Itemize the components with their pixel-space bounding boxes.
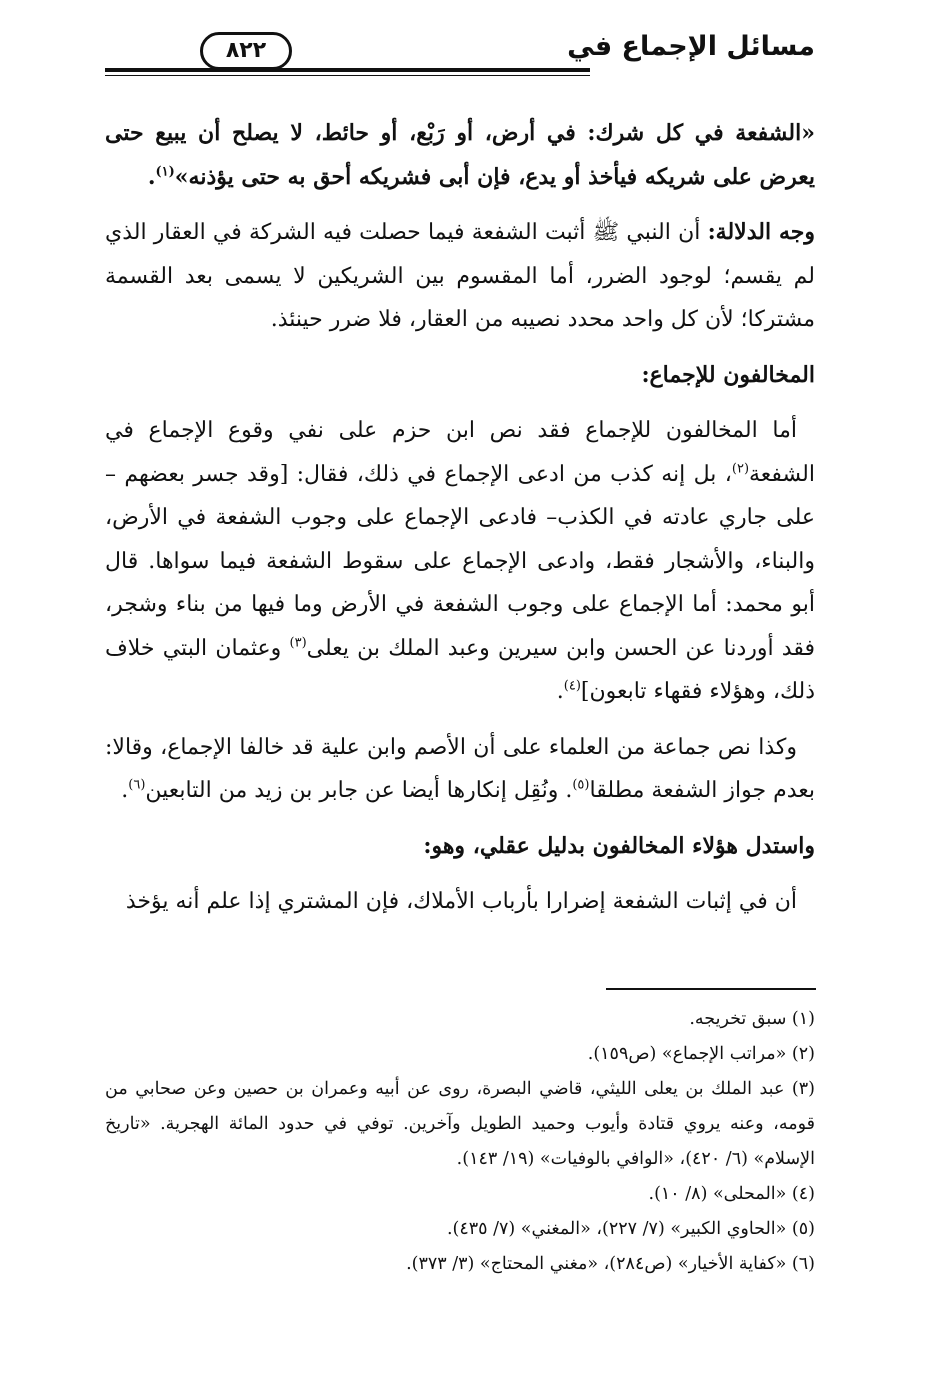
footnote-4: (٤) «المحلى» (٨/ ١٠).	[648, 1184, 815, 1204]
hadith-paragraph	[105, 112, 815, 199]
opponents-text-d: .	[556, 679, 564, 704]
section-heading-argument: واستدل هؤلاء المخالفون بدليل عقلي، وهو:	[423, 832, 815, 859]
main-text	[105, 112, 815, 936]
hadith-end: .	[147, 163, 156, 190]
opponents-text-a: أما المخالفون للإجماع فقد نص ابن حزم على نفي وقوع الإجماع في الشفعة	[105, 418, 815, 487]
evidence-label: وجه الدلالة:	[707, 219, 815, 245]
scholars-text-c: .	[121, 778, 129, 803]
argument-paragraph: أن في إثبات الشفعة إضرارا بأرباب الأملاك، فإن المشتري إذا علم أنه يؤخذ	[125, 889, 797, 914]
scholars-paragraph	[105, 726, 815, 813]
footnote-ref-3: (٣)	[289, 635, 307, 651]
opponents-text-c: وعثمان البتي خلاف ذلك، وهؤلاء فقهاء تابعون]	[105, 635, 815, 704]
scholars-text-a: وكذا نص جماعة من العلماء على أن الأصم وابن علية قد خالفا الإجماع، وقالا: بعدم جواز الشفعة مطلقا	[105, 734, 815, 803]
footnote-ref-2: (٢)	[731, 461, 750, 477]
footnote-ref-6: (٦)	[128, 777, 146, 793]
evidence-text: أن النبي ﷺ أثبت الشفعة فيما حصلت فيه الشركة في العقار الذي لم يقسم؛ لوجود الضرر، أما المقسوم بين الشريكين لا يسمى بعد القسمة مشتركا؛ لأن كل واحد محدد نصيبه من العقار، فلا ضرر حينئذ.	[105, 220, 815, 332]
opponents-text-b: ، بل إنه كذب من ادعى الإجماع في ذلك، فقال: [وقد جسر بعضهم – على جاري عادته في الكذب– فادعى الإجماع على وجوب الشفعة في الأرض، والبناء، والأشجار فقط، وادعى الإجماع على سقوط الشفعة فيما سواها. قال أبو محمد: أما الإجماع على وجوب الشفعة في الأرض وما فيها من بناء وشجر، فقد أوردنا عن الحسن وابن سيرين وعبد الملك بن يعلى	[105, 461, 815, 661]
opponents-paragraph	[105, 409, 815, 714]
footnotes	[105, 1002, 815, 1282]
running-title: مسائل الإجماع في	[567, 31, 815, 62]
footnote-1: (١) سبق تخريجه.	[689, 1009, 815, 1029]
hadith-text: «الشفعة في كل شرك: في أرض، أو رَبْع، أو حائط، لا يصلح أن يبيع حتى يعرض على شريكه فيأخذ أو يدع، فإن أبى فشريكه أحق به حتى يؤذنه»	[105, 120, 815, 190]
page-number: ٨٢٢	[200, 32, 292, 70]
footnote-ref-5: (٥)	[572, 777, 590, 793]
scholars-text-b: . ونُقِل إنكارها أيضا عن جابر بن زيد من التابعين	[145, 778, 573, 803]
header-rule-left-thin	[105, 75, 197, 76]
footnote-2: (٢) «مراتب الإجماع» (ص١٥٩).	[587, 1044, 815, 1064]
footnote-separator	[606, 988, 816, 990]
footnote-5: (٥) «الحاوي الكبير» (٧/ ٢٢٧)، «المغني» (٧/ ٤٣٥).	[446, 1219, 815, 1239]
footnote-ref-1: (١)	[155, 164, 175, 180]
footnote-ref-4: (٤)	[563, 678, 581, 694]
evidence-paragraph	[105, 211, 815, 342]
footnote-3: (٣) عبد الملك بن يعلى الليثي، قاضي البصرة، روى عن أبيه وعمران بن حصين وعن صحابي من قومه، وعنه يروي قتادة وأيوب وحميد الطويل وآخرين. توفي في حدود المائة الهجرية. «تاريخ الإسلام» (٦/ ٤٢٠)، «الوافي بالوفيات» (١٩/ ١٤٣).	[105, 1079, 815, 1169]
footnote-6: (٦) «كفاية الأخيار» (ص٢٨٤)، «مغني المحتاج» (٣/ ٣٧٣).	[406, 1254, 815, 1274]
page-header	[105, 30, 815, 80]
header-rule-left	[105, 68, 197, 72]
section-heading-opponents: المخالفون للإجماع:	[641, 361, 815, 388]
